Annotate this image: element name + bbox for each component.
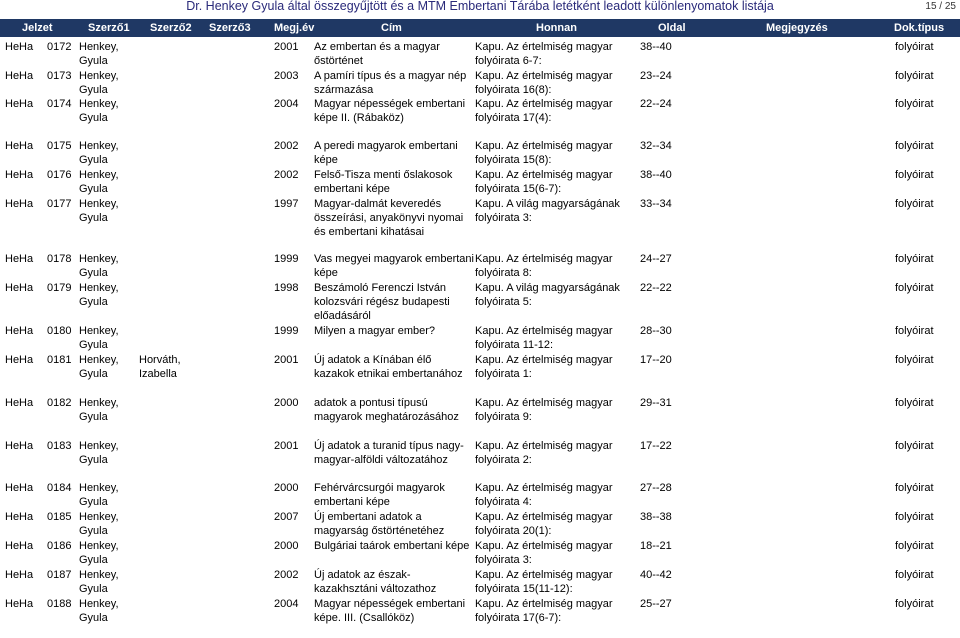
cell-szerzo1: Henkey, Gyula [79,354,119,380]
cell-doktipus: folyóirat [895,397,934,409]
cell-oldal: 38--40 [640,169,672,181]
cell-szerzo1: Henkey, Gyula [79,282,119,308]
cell-oldal: 24--27 [640,253,672,265]
cell-oldal: 23--24 [640,70,672,82]
cell-cim: Az embertan és a magyar őstörténet [314,41,440,67]
cell-megjev: 2007 [274,511,299,523]
cell-megjev: 2002 [274,569,299,581]
cell-doktipus: folyóirat [895,598,934,610]
header-szerzo2: Szerző2 [150,22,192,34]
cell-megjev: 1997 [274,198,299,210]
cell-oldal: 27--28 [640,482,672,494]
cell-honnan: Kapu. Az értelmiség magyar folyóirata 15(6-7): [475,169,613,195]
cell-megjev: 2000 [274,482,299,494]
cell-jelzet: 0177 [47,198,72,210]
cell-honnan: Kapu. Az értelmiség magyar folyóirata 15(8): [475,140,613,166]
cell-jelzet: 0182 [47,397,72,409]
cell-jelzet: 0186 [47,540,72,552]
cell-cim: Új adatok a Kínában élő kazakok etnikai embertanához [314,354,463,380]
cell-honnan: Kapu. Az értelmiség magyar folyóirata 15(11-12): [475,569,613,595]
cell-prefix: HeHa [5,440,34,452]
cell-szerzo1: Henkey, Gyula [79,569,119,595]
header-cim: Cím [381,22,402,34]
cell-honnan: Kapu. Az értelmiség magyar folyóirata 16(8): [475,70,613,96]
cell-jelzet: 0187 [47,569,72,581]
cell-honnan: Kapu. Az értelmiség magyar folyóirata 11-12: [475,325,613,351]
header-megjev: Megj.év [274,22,315,34]
cell-oldal: 32--34 [640,140,672,152]
cell-honnan: Kapu. Az értelmiség magyar folyóirata 6-7: [475,41,613,67]
cell-honnan: Kapu. Az értelmiség magyar folyóirata 2: [475,440,613,466]
cell-oldal: 28--30 [640,325,672,337]
cell-prefix: HeHa [5,70,34,82]
cell-cim: Új adatok az észak-kazakhsztáni változathoz [314,569,437,595]
cell-doktipus: folyóirat [895,511,934,523]
cell-megjev: 2001 [274,41,299,53]
cell-szerzo1: Henkey, Gyula [79,41,119,67]
cell-honnan: Kapu. Az értelmiség magyar folyóirata 4: [475,482,613,508]
cell-szerzo1: Henkey, Gyula [79,482,119,508]
cell-megjev: 2004 [274,98,299,110]
page-number: 15 / 25 [925,1,956,12]
cell-cim: Új adatok a turanid típus nagy-magyar-alföldi változatához [314,440,464,466]
header-jelzet: Jelzet [22,22,53,34]
cell-doktipus: folyóirat [895,440,934,452]
cell-oldal: 40--42 [640,569,672,581]
cell-jelzet: 0181 [47,354,72,366]
cell-honnan: Kapu. Az értelmiség magyar folyóirata 17(4): [475,98,613,124]
document-title: Dr. Henkey Gyula által összegyűjtött és a MTM Embertani Tárába letétként leadott különlenyomatok listája [186,0,774,13]
cell-doktipus: folyóirat [895,41,934,53]
cell-oldal: 38--40 [640,41,672,53]
cell-cim: A pamíri típus és a magyar nép származása [314,70,467,96]
cell-megjev: 2004 [274,598,299,610]
cell-jelzet: 0183 [47,440,72,452]
cell-cim: Felső-Tisza menti őslakosok embertani képe [314,169,453,195]
cell-megjev: 2002 [274,140,299,152]
header-honnan: Honnan [536,22,577,34]
cell-doktipus: folyóirat [895,198,934,210]
cell-oldal: 33--34 [640,198,672,210]
cell-doktipus: folyóirat [895,140,934,152]
cell-prefix: HeHa [5,540,34,552]
cell-cim: Új embertani adatok a magyarság őstörténetéhez [314,511,445,537]
cell-honnan: Kapu. Az értelmiség magyar folyóirata 1: [475,354,613,380]
cell-cim: adatok a pontusi típusú magyarok meghatározásához [314,397,459,423]
cell-szerzo1: Henkey, Gyula [79,253,119,279]
cell-szerzo1: Henkey, Gyula [79,511,119,537]
cell-megjev: 2000 [274,397,299,409]
table-header [0,19,960,37]
cell-doktipus: folyóirat [895,282,934,294]
cell-szerzo2: Horváth, Izabella [139,354,181,380]
cell-szerzo1: Henkey, Gyula [79,440,119,466]
cell-oldal: 22--24 [640,98,672,110]
cell-megjev: 2000 [274,540,299,552]
cell-megjev: 1998 [274,282,299,294]
cell-honnan: Kapu. Az értelmiség magyar folyóirata 9: [475,397,613,423]
cell-prefix: HeHa [5,41,34,53]
cell-jelzet: 0185 [47,511,72,523]
cell-cim: Magyar népességek embertani képe II. (Rábaköz) [314,98,466,124]
cell-doktipus: folyóirat [895,253,934,265]
cell-szerzo1: Henkey, Gyula [79,325,119,351]
cell-honnan: Kapu. A világ magyarságának folyóirata 5: [475,282,620,308]
cell-doktipus: folyóirat [895,70,934,82]
cell-prefix: HeHa [5,325,34,337]
cell-doktipus: folyóirat [895,169,934,181]
cell-honnan: Kapu. Az értelmiség magyar folyóirata 20(1): [475,511,613,537]
cell-jelzet: 0180 [47,325,72,337]
header-szerzo1: Szerző1 [88,22,130,34]
cell-oldal: 22--22 [640,282,672,294]
cell-honnan: Kapu. A világ magyarságának folyóirata 3: [475,198,620,224]
cell-jelzet: 0173 [47,70,72,82]
cell-cim: Bulgáriai taárok embertani képe [314,540,470,552]
cell-prefix: HeHa [5,140,34,152]
cell-doktipus: folyóirat [895,569,934,581]
cell-prefix: HeHa [5,511,34,523]
cell-cim: Magyar népességek embertani képe. III. (Csallóköz) [314,598,466,624]
cell-cim: Beszámoló Ferenczi István kolozsvári régész budapesti előadásáról [314,282,450,322]
cell-szerzo1: Henkey, Gyula [79,540,119,566]
cell-prefix: HeHa [5,598,34,610]
cell-szerzo1: Henkey, Gyula [79,397,119,423]
cell-prefix: HeHa [5,98,34,110]
cell-megjev: 2001 [274,440,299,452]
header-doktipus: Dok.típus [894,22,945,34]
cell-prefix: HeHa [5,253,34,265]
cell-megjev: 2003 [274,70,299,82]
cell-szerzo1: Henkey, Gyula [79,70,119,96]
cell-cim: Magyar-dalmát keveredés összeírási, anyakönyvi nyomai és embertani kihatásai [314,198,464,238]
cell-doktipus: folyóirat [895,482,934,494]
cell-prefix: HeHa [5,569,34,581]
cell-oldal: 25--27 [640,598,672,610]
cell-honnan: Kapu. Az értelmiség magyar folyóirata 3: [475,540,613,566]
header-megjegyzes: Megjegyzés [766,22,828,34]
cell-honnan: Kapu. Az értelmiség magyar folyóirata 17(6-7): [475,598,613,624]
cell-honnan: Kapu. Az értelmiség magyar folyóirata 8: [475,253,613,279]
cell-oldal: 38--38 [640,511,672,523]
cell-prefix: HeHa [5,282,34,294]
cell-jelzet: 0176 [47,169,72,181]
cell-megjev: 1999 [274,253,299,265]
header-oldal: Oldal [658,22,686,34]
cell-jelzet: 0175 [47,140,72,152]
cell-jelzet: 0174 [47,98,72,110]
cell-jelzet: 0188 [47,598,72,610]
cell-oldal: 18--21 [640,540,672,552]
cell-szerzo1: Henkey, Gyula [79,98,119,124]
cell-cim: Vas megyei magyarok embertani képe [314,253,474,279]
cell-oldal: 29--31 [640,397,672,409]
cell-cim: Milyen a magyar ember? [314,325,436,337]
cell-doktipus: folyóirat [895,354,934,366]
cell-prefix: HeHa [5,169,34,181]
cell-prefix: HeHa [5,397,34,409]
cell-szerzo1: Henkey, Gyula [79,169,119,195]
cell-jelzet: 0178 [47,253,72,265]
cell-doktipus: folyóirat [895,98,934,110]
cell-prefix: HeHa [5,198,34,210]
cell-cim: A peredi magyarok embertani képe [314,140,458,166]
cell-cim: Fehérvárcsurgói magyarok embertani képe [314,482,445,508]
cell-oldal: 17--20 [640,354,672,366]
cell-szerzo1: Henkey, Gyula [79,598,119,624]
cell-doktipus: folyóirat [895,325,934,337]
cell-szerzo1: Henkey, Gyula [79,198,119,224]
cell-jelzet: 0172 [47,41,72,53]
cell-jelzet: 0184 [47,482,72,494]
header-szerzo3: Szerző3 [209,22,251,34]
cell-jelzet: 0179 [47,282,72,294]
cell-doktipus: folyóirat [895,540,934,552]
cell-megjev: 2001 [274,354,299,366]
cell-prefix: HeHa [5,354,34,366]
cell-megjev: 1999 [274,325,299,337]
cell-szerzo1: Henkey, Gyula [79,140,119,166]
cell-megjev: 2002 [274,169,299,181]
cell-oldal: 17--22 [640,440,672,452]
cell-prefix: HeHa [5,482,34,494]
